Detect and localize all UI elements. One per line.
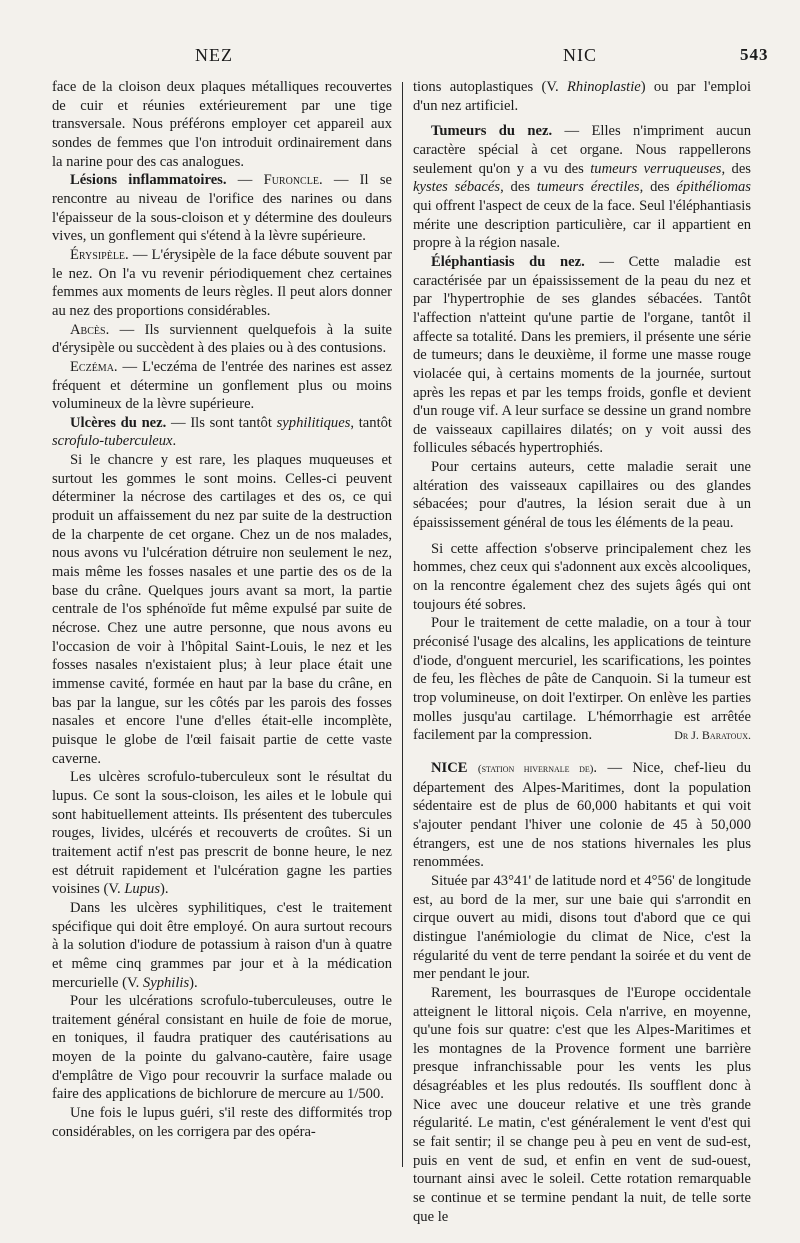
paragraph: Pour le traitement de cette maladie, on a tour à tour préconisé l'usage des alcalins, les applications de teinture d'iode, d'onguent mercuriel, les scarifications, les pointes de feu, les flèches de pâte de Canquoin. Si la tumeur est trop volumineuse, on doit l'extirper. On enlève les parties molles jusqu'au cartilage. L'hémorrhagie est arrêtée facilement par la compression. Dr J. Baratoux. bbox=[413, 615, 751, 744]
column-divider bbox=[402, 82, 403, 1167]
paragraph: Rarement, les bourrasques de l'Europe occidentale atteignent le littoral niçois. Cela n'arrive, en moyenne, qu'une fois sur quatre: c'est que les Alpes-Maritimes et les montagnes de la Provence forment une barrière presque infranchissable pour les vents les plus désagréables et les plus redoutés. Ils soufflent donc à Nice avec une douceur relative et une très grande régularité. Le matin, c'est généralement le vent d'est qui se fait sentir; il se change peu à peu en vent de sud-est, puis en vent de sud, et enfin en vent de sud-ouest, tournant ainsi avec le soleil. Cette rotation remarquable se continue et se termine pendant la nuit, de telle sorte que le bbox=[413, 984, 751, 1225]
paragraph: Pour les ulcérations scrofulo-tuberculeuses, outre le traitement général consistant en huile de foie de morue, en toniques, il faudra pratiquer des cautérisations au moyen de la pointe du galvano-cautère, faire usage d'emplâtre de Vigo pour recouvrir la surface malade ou faire des applications de bichlorure de mercure au 1/500. bbox=[52, 993, 392, 1103]
paragraph: Dans les ulcères syphilitiques, c'est le traitement spécifique qui doit être employé. On aura surtout recours à la solution d'iodure de potassium à raison d'un à quatre et même cinq grammes par jour et à la médication mercurielle (V. Syphilis). bbox=[52, 899, 392, 991]
heading-note: (station hivernale de) bbox=[477, 762, 594, 775]
entry-nice: NICE (station hivernale de). — Nice, chef-lieu du département des Alpes-Maritimes, dont la population sédentaire est de plus de 60,000 habitants et qui voit s'ajouter pendant l'hiver une colonie de 45 à 50,000 étrangers, est une de nos stations hivernales les plus renommées. bbox=[413, 759, 751, 871]
section-heading: NICE bbox=[431, 759, 468, 776]
subheading: Érysipèle bbox=[70, 246, 126, 263]
paragraph: face de la cloison deux plaques métalliques recouvertes de cuir et réunies extérieurement par une tige transversale. Nous préférons employer cet appareil aux sondes de femmes que l'on introduit ordinairement dans la narine pour des cas analogues. bbox=[52, 79, 392, 170]
entry-erysipele: Érysipèle. — L'érysipèle de la face débute souvent par le nez. On l'a vu revenir périodiquement chez certaines femmes aux moments de leurs règles. Il peut alors donner au nez des proportions considérables. bbox=[52, 246, 392, 319]
running-head-right: NIC bbox=[563, 45, 597, 65]
paragraph: Si cette affection s'observe principalement chez les hommes, chez ceux qui s'adonnent aux excès alcooliques, on la rencontre également chez des sujets âgés qui ont toujours été sobres. bbox=[413, 540, 751, 613]
author-signature: Dr J. Baratoux. bbox=[674, 728, 751, 743]
right-column bbox=[413, 78, 751, 1226]
subheading: Furoncle bbox=[263, 172, 319, 189]
subheading: Abcès bbox=[70, 321, 106, 338]
entry-eczema: Eczéma. — L'eczéma de l'entrée des narines est assez fréquent et détermine un gonflement plus ou moins volumineux de la lèvre supérieure. bbox=[52, 358, 392, 413]
section-heading: Éléphantiasis du nez. bbox=[431, 253, 585, 270]
left-column bbox=[52, 78, 392, 1141]
section-heading: Tumeurs du nez. bbox=[431, 123, 553, 140]
subheading: Eczéma bbox=[70, 358, 114, 375]
paragraph: Si le chancre y est rare, les plaques muqueuses et surtout les gommes le sont moins. Celles-ci peuvent déterminer la nécrose des cartilages et des os, ce qui produit un affaissement du nez par suite de la destruction de la charpente de cet organe. Chez un de nos malades, nous avons vu l'ulcération détruire non seulement le nez, mais même les fosses nasales et une partie des os de la base du crâne. Quelques jours avant sa mort, la partie centrale de l'os sphénoïde fut même expulsé par suite de nécrose. Chez une autre personne, que nous avons eu l'occasion de voir à l'hôpital Saint-Louis, le nez et les fosses nasales n'existaient plus; à leur place était une immense cavité, formée en haut par la base du crâne, en bas par la langue, sur les côtés par les parois des fosses nasales et encore l'une d'elles était-elle incomplète, puisque le globe de l'œil faisait partie de cette vaste caverne. bbox=[52, 452, 392, 767]
page-number: 543 bbox=[740, 45, 769, 64]
paragraph: tions autoplastiques (V. Rhinoplastie) ou par l'emploi d'un nez artificiel. bbox=[413, 79, 751, 114]
entry-lesions-inflammatoires: Lésions inflammatoires. — Furoncle. — Il se rencontre au niveau de l'orifice des narines ou dans l'épaisseur de la sous-cloison et y détermine des douleurs vives, un gonflement qui s'étend à la lèvre supérieure. bbox=[52, 172, 392, 245]
entry-elephantiasis: Éléphantiasis du nez. — Cette maladie est caractérisée par un épaississement de la peau du nez et par l'hypertrophie de ses glandes sébacées. Tantôt l'affection n'atteint qu'une partie de l'organe, tantôt il affecte sa totalité. Dans les premiers, il présente une série de tumeurs; dans le deuxième, il forme une masse rouge violacée qui, à certains moments de la journée, surtout après les repas et par les temps froids, gonfle et devient d'un rouge vif. A leur surface se dessine un grand nombre de vaisseaux capillaires dilatés; on y voit aussi des follicules sébacés hypertrophiés. bbox=[413, 253, 751, 457]
section-heading: Ulcères du nez. bbox=[70, 414, 167, 431]
entry-abces: Abcès. — Ils surviennent quelquefois à la suite d'érysipèle ou succèdent à des plaies ou à des contusions. bbox=[52, 321, 392, 357]
paragraph: Située par 43°41' de latitude nord et 4°56' de longitude est, au bord de la mer, sur une baie qui s'arrondit en cirque ouvert au midi, disons tout d'abord que ce qui distingue l'anémiologie du climat de Nice, c'est la régularité du vent de terre pendant la soirée et du vent de mer pendant le jour. bbox=[413, 872, 751, 983]
paragraph: Une fois le lupus guéri, s'il reste des difformités trop considérables, on les corrigera par des opéra- bbox=[52, 1105, 392, 1140]
entry-ulceres: Ulcères du nez. — Ils sont tantôt syphilitiques, tantôt scrofulo-tuberculeux. bbox=[52, 414, 392, 450]
section-heading: Lésions inflammatoires. bbox=[70, 172, 227, 189]
paragraph: Pour certains auteurs, cette maladie serait une altération des vaisseaux capillaires ou des glandes sébacées; pour d'autres, la lésion serait due à un épaississement général de tous les éléments de la peau. bbox=[413, 459, 751, 532]
entry-tumeurs: Tumeurs du nez. — Elles n'impriment aucun caractère spécial à cet organe. Nous rappellerons seulement qu'on y a vu des tumeurs verruqueuses, des kystes sébacés, des tumeurs érectiles, des épithéliomas qui offrent l'aspect de ceux de la face. Seul l'éléphantiasis mérite une description particulière, car il appartient en propre à la région nasale. bbox=[413, 123, 752, 252]
running-head-left: NEZ bbox=[195, 45, 233, 65]
paragraph: Les ulcères scrofulo-tuberculeux sont le résultat du lupus. Ce sont la sous-cloison, les ailes et le lobule qui sont habituellement atteints. Ils présentent des tubercules rouges, livides, ulcérés et recouverts de croûtes. Si un traitement actif n'est pas prescrit de bonne heure, le nez est détruit rapidement et l'ulcération gagne les parties voisines (V. Lupus). bbox=[52, 769, 392, 898]
